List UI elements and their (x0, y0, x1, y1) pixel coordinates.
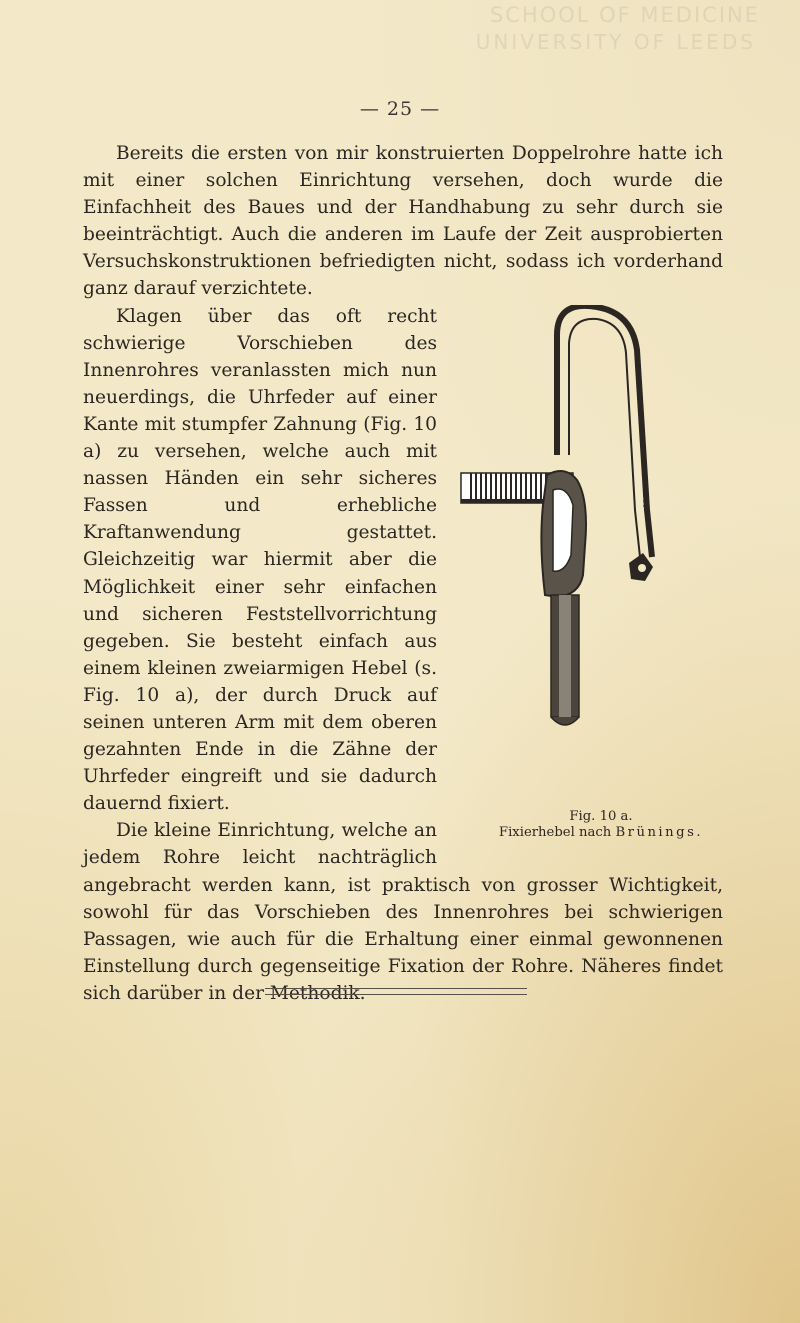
stamp-line-2: UNIVERSITY OF LEEDS (475, 30, 756, 54)
figure-label: Fig. 10 a. (569, 808, 633, 824)
figure-caption-name: Brünings. (615, 824, 704, 840)
stamp-line-1: SCHOOL OF MEDICINE (489, 3, 760, 27)
fixing-lever-illustration (447, 305, 755, 805)
body-text (83, 140, 723, 1007)
end-rule (265, 988, 527, 995)
figure-10a (447, 305, 755, 845)
paragraph-3: Die kleine Einrichtung, welche an jedem Rohre leicht nachträglich angebracht werden kann, ist praktisch von grosser Wichtigkeit, sowohl für das Vorschieben des Innenrohres bei schwierigen Passagen, wie auch für die Erhaltung einer einmal gewonnenen Einstellung durch gegenseitige Fixation der Rohre. Näheres findet sich darüber in der Methodik. (83, 820, 723, 1004)
figure-caption (447, 809, 755, 841)
paragraph-1: Bereits die ersten von mir konstruierten Doppelrohre hatte ich mit einer solchen Einrichtung versehen, doch wurde die Einfachheit des Baues und der Handhabung zu sehr durch sie beeinträchtigt. Auch die anderen im Laufe der Zeit ausprobierten Versuchskonstruktionen befriedigten nicht, sodass ich vorderhand ganz darauf verzichtete. (83, 143, 723, 300)
page-number: — 25 — (359, 98, 441, 120)
figure-description (447, 825, 755, 841)
paragraph-2: Klagen über das oft recht schwierige Vorschieben des Innenrohres veranlassten mich nun neuerdings, die Uhrfeder auf einer Kante mit stumpfer Zahnung (Fig. 10 a) zu versehen, welche auch mit nassen Händen ein sehr sicheres Fassen und erhebliche Kraftanwendung gestattet. Gleichzeitig war hiermit aber die Möglichkeit einer sehr einfachen und sicheren Feststellvorrichtung gegeben. Sie besteht einfach aus einem kleinen zweiarmigen Hebel (s. Fig. 10 a), der durch Druck auf seinen unteren Arm mit dem oberen gezahnten Ende in die Zähne der Uhrfeder eingreift und sie dadurch dauernd fixiert. (83, 305, 437, 815)
library-stamp (476, 2, 760, 56)
figure-caption-prefix: Fixierhebel nach (498, 824, 612, 840)
